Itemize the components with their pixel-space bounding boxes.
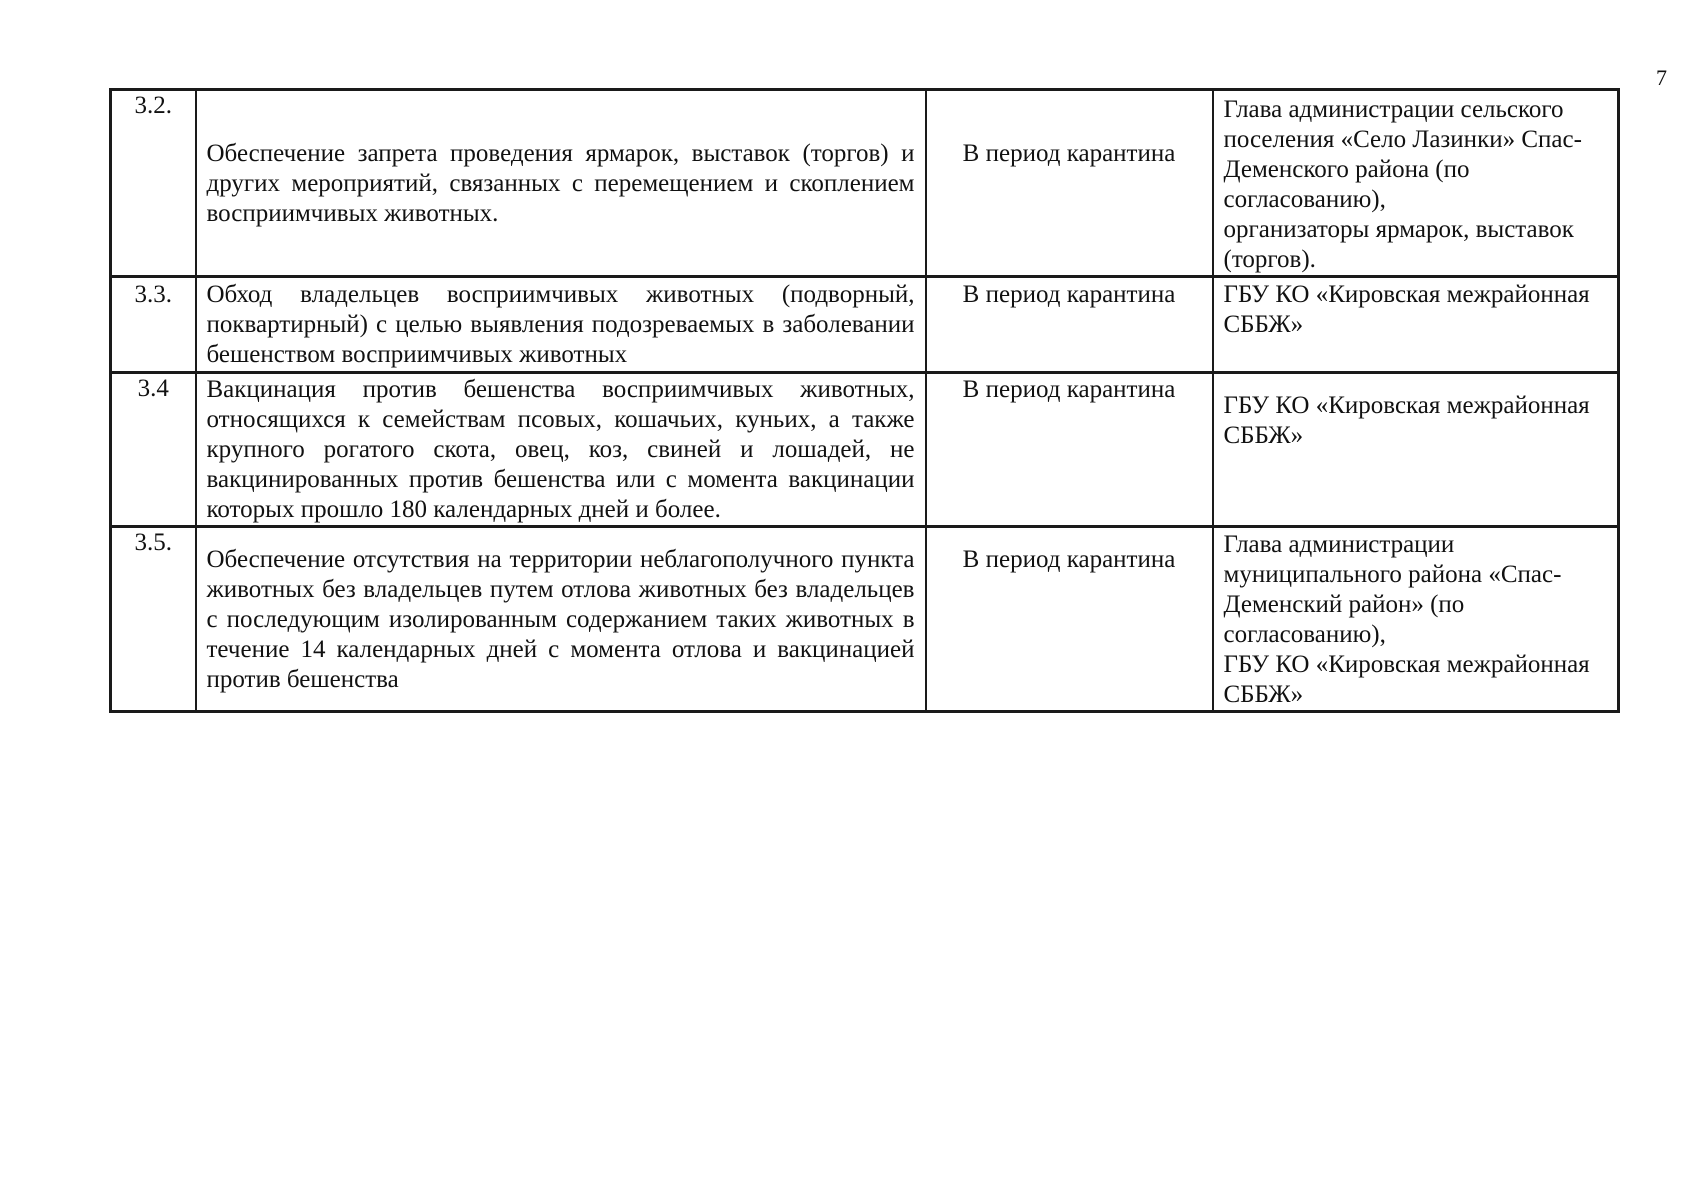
measure-responsible <box>1213 277 1619 373</box>
measure-description: Обеспечение отсутствия на территории неблагополучного пункта животных без владельцев путем отлова животных без владельцев с последующим изолированным содержанием таких животных в течение 14 календарных дней с момента отлова и вакцинацией против бешенства <box>196 527 926 712</box>
measure-responsible <box>1213 90 1619 277</box>
table-row <box>111 373 1619 527</box>
table-row <box>111 277 1619 373</box>
row-number: 3.2. <box>111 90 196 277</box>
responsible-line: ГБУ КО «Кировская межрайонная СББЖ» <box>1223 281 1590 338</box>
table-row <box>111 90 1619 277</box>
responsible-line: ГБУ КО «Кировская межрайонная СББЖ» <box>1223 392 1590 449</box>
measure-description: Вакцинация против бешенства восприимчивых животных, относящихся к семействам псовых, кошачьих, куньих, а также крупного рогатого скота, овец, коз, свиней и лошадей, не вакцинированных против бешенства или с момента вакцинации которых прошло 180 календарных дней и более. <box>196 373 926 527</box>
measure-description: Обеспечение запрета проведения ярмарок, выставок (торгов) и других мероприятий, связанных с перемещением и скоплением восприимчивых животных. <box>196 90 926 277</box>
responsible-line: Глава администрации муниципального района «Спас-Деменский район» (по согласованию), <box>1223 531 1562 648</box>
row-number: 3.5. <box>111 527 196 712</box>
measure-period: В период карантина <box>926 527 1213 712</box>
page-number: 7 <box>1656 65 1667 90</box>
measure-period: В период карантина <box>926 277 1213 373</box>
table-row <box>111 527 1619 712</box>
measures-table <box>109 88 1620 713</box>
row-number: 3.4 <box>111 373 196 527</box>
responsible-line: организаторы ярмарок, выставок (торгов). <box>1223 216 1574 273</box>
row-number: 3.3. <box>111 277 196 373</box>
measure-responsible <box>1213 527 1619 712</box>
measure-period: В период карантина <box>926 90 1213 277</box>
measure-period: В период карантина <box>926 373 1213 527</box>
responsible-line: ГБУ КО «Кировская межрайонная СББЖ» <box>1223 651 1590 708</box>
measure-responsible <box>1213 373 1619 527</box>
responsible-line: Глава администрации сельского поселения «Село Лазинки» Спас-Деменского района (по согласованию), <box>1223 96 1582 213</box>
measure-description: Обход владельцев восприимчивых животных (подворный, поквартирный) с целью выявления подозреваемых в заболевании бешенством восприимчивых животных <box>196 277 926 373</box>
